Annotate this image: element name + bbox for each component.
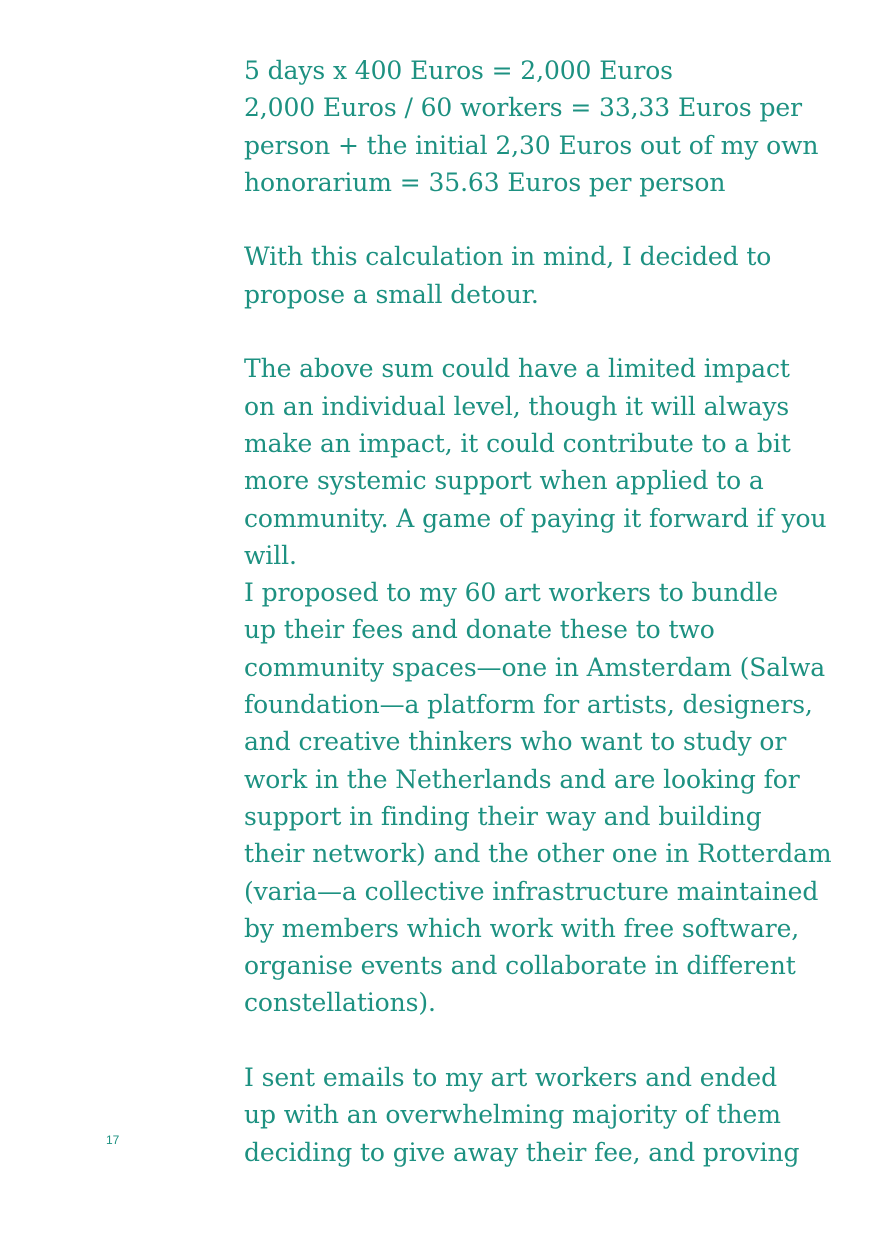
text-line: constellations). xyxy=(244,988,436,1018)
text-line: I sent emails to my art workers and ended xyxy=(244,1063,778,1093)
body-text xyxy=(244,52,832,1171)
text-line: more systemic support when applied to a xyxy=(244,466,764,496)
calculation-line: honorarium = 35.63 Euros per person xyxy=(244,167,726,197)
text-line: (varia—a collective infrastructure maintained xyxy=(244,876,819,906)
text-line: work in the Netherlands and are looking for xyxy=(244,764,800,794)
paragraph-impact xyxy=(244,350,827,574)
text-line: organise events and collaborate in different xyxy=(244,951,796,981)
text-line: With this calculation in mind, I decided to xyxy=(244,242,772,272)
calculation-line: 2,000 Euros / 60 workers = 33,33 Euros per xyxy=(244,93,802,123)
text-line: deciding to give away their fee, and proving xyxy=(244,1137,800,1167)
page-number: 17 xyxy=(106,1133,120,1147)
text-line: on an individual level, though it will always xyxy=(244,391,790,421)
text-line: their network) and the other one in Rotterdam xyxy=(244,839,832,869)
paragraph-detour xyxy=(244,238,804,313)
text-line: community. A game of paying it forward if you xyxy=(244,503,827,533)
text-line: by members which work with free software, xyxy=(244,913,800,943)
text-line: will. xyxy=(244,540,297,570)
calculation-line: 5 days x 400 Euros = 2,000 Euros xyxy=(244,56,673,85)
text-line: community spaces—one in Amsterdam (Salwa xyxy=(244,652,826,682)
text-line: support in finding their way and building xyxy=(244,801,762,831)
text-line: make an impact, it could contribute to a bit xyxy=(244,428,791,458)
paragraph-proposal xyxy=(244,574,832,1022)
calculation-line: person + the initial 2,30 Euros out of my own xyxy=(244,130,819,160)
text-line: The above sum could have a limited impact xyxy=(244,354,790,384)
text-line: up with an overwhelming majority of them xyxy=(244,1100,781,1130)
text-line: propose a small detour. xyxy=(244,279,539,309)
text-line: foundation—a platform for artists, designers, xyxy=(244,690,813,720)
text-line: I proposed to my 60 art workers to bundle xyxy=(244,578,778,608)
paragraph-emails xyxy=(244,1059,804,1171)
text-line: and creative thinkers who want to study or xyxy=(244,727,787,757)
calculation-block xyxy=(244,52,819,201)
text-line: up their fees and donate these to two xyxy=(244,615,715,645)
